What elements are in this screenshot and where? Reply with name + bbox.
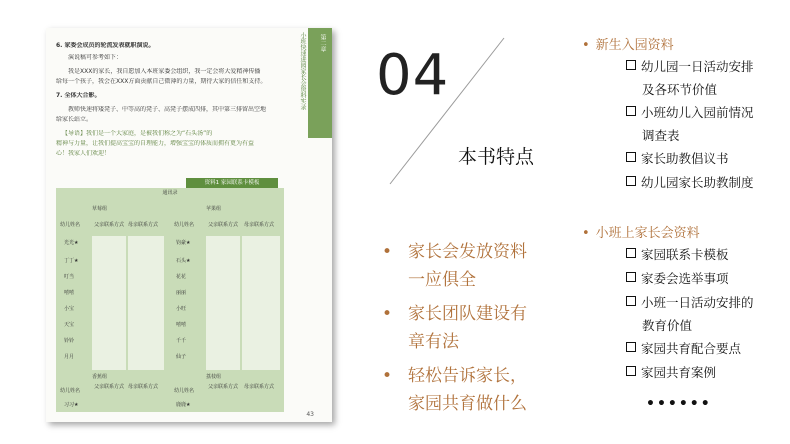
section-subtitle: 本书特点 (458, 146, 535, 168)
checkbox-square-icon (626, 152, 636, 162)
col-header: 母亲联系方式 (244, 384, 275, 390)
bullet-icon: • (382, 242, 393, 262)
child-name: 仙子 (176, 354, 187, 360)
spine-title: 小班快速进园家长会资料实录 (299, 32, 306, 110)
item-text: 家园联系卡模板 (641, 247, 729, 262)
section-number: 04 (376, 43, 450, 108)
item-continuation: 调查表 (642, 128, 680, 143)
bullet-icon: • (382, 366, 393, 386)
checkbox-square-icon (626, 60, 636, 70)
book-spine-tab (308, 28, 332, 138)
child-name: 习习★ (64, 402, 79, 408)
child-name: 光光★ (64, 240, 79, 246)
child-name: 千千 (176, 338, 187, 344)
item-continuation: 及各环节价值 (642, 82, 718, 97)
col-header: 母亲联系方式 (128, 222, 159, 228)
child-name: 小旺 (176, 306, 187, 312)
child-name: 叮当 (64, 274, 75, 280)
item-continuation: 教育价值 (642, 318, 693, 333)
child-name: 铃铃 (64, 338, 75, 344)
checklist-item (626, 174, 754, 192)
col-header: 幼儿姓名 (60, 222, 81, 228)
book-line: 6. 家委会成员的轮流发表就职演说。 (56, 42, 155, 49)
item-text: 家园共育案例 (641, 365, 717, 380)
item-text: 幼儿园家长助教制度 (641, 175, 754, 190)
book-line: 给家长站立。 (56, 116, 93, 123)
chapter-label: 第二章 (319, 34, 326, 52)
page-number: 43 (306, 411, 314, 418)
card-header: 通讯录 (162, 190, 178, 196)
child-name: 月月 (64, 354, 75, 360)
section-heading (582, 34, 674, 53)
col-header: 幼儿姓名 (60, 388, 81, 394)
item-text: 小班一日活动安排的 (641, 295, 754, 310)
checkbox-square-icon (626, 106, 636, 116)
checklist-item (626, 364, 716, 382)
checkbox-square-icon (626, 176, 636, 186)
section-heading (582, 222, 700, 241)
col-header: 幼儿姓名 (174, 222, 195, 228)
table-cell (206, 236, 240, 370)
book-line: 教师快速将矮凳子、中等高的凳子、高凳子摆成四排，其中第三排留出空地 (68, 106, 267, 113)
checklist-item (626, 340, 741, 358)
checklist-item (626, 294, 754, 312)
group-label: 荔枝组 (206, 374, 222, 380)
child-name: 鹿鹿★ (176, 402, 191, 408)
book-line: 【导语】我们是一个大家庭，是被我们称之为“石头汤”的 (62, 130, 213, 137)
book-line: 给每一个孩子，我会在XXX方面贡献自己微薄的力量，期待大家的信任和支持。 (56, 78, 267, 85)
contact-card-table (56, 188, 284, 412)
checklist-item (626, 270, 729, 288)
group-label: 苹果组 (206, 206, 222, 212)
child-name: 花花 (176, 274, 187, 280)
book-line: 心！我家人们欢迎！ (56, 150, 111, 157)
book-line: 7. 全体大合影。 (56, 92, 101, 99)
col-header: 父亲联系方式 (94, 384, 125, 390)
checklist-item (626, 58, 754, 76)
ellipsis-dots: •••••• (646, 396, 712, 412)
checklist-item (626, 150, 729, 168)
col-header: 幼儿姓名 (174, 388, 195, 394)
group-label: 香蕉组 (92, 374, 108, 380)
book-line: 精神与力量，让我们提高宝宝的自理能力，增强宝宝的体质而拥有更为有益 (56, 140, 255, 147)
feature-line: 轻松告诉家长， (408, 366, 527, 386)
checkbox-square-icon (626, 248, 636, 258)
feature-line: 家长团队建设有 (408, 304, 527, 324)
child-name: 小宝 (64, 306, 75, 312)
child-name: 石头★ (176, 258, 191, 264)
col-header: 母亲联系方式 (244, 222, 275, 228)
item-text: 小班幼儿入园前情况 (641, 105, 754, 120)
group-label: 草莓组 (92, 206, 108, 212)
col-header: 父亲联系方式 (208, 222, 239, 228)
child-name: 天宝 (64, 322, 75, 328)
book-page-image (46, 28, 332, 422)
col-header: 父亲联系方式 (94, 222, 125, 228)
child-name: 丁丁★ (64, 258, 79, 264)
col-header: 父亲联系方式 (208, 384, 239, 390)
item-text: 家园共育配合要点 (641, 341, 742, 356)
feature-line: 一应俱全 (408, 270, 476, 290)
item-text: 家长助教倡议书 (641, 151, 729, 166)
section-heading-text: 新生入园资料 (595, 38, 674, 53)
child-name: 钧豪★ (176, 240, 191, 246)
book-line: 演说稿可参考如下： (68, 54, 123, 61)
bullet-icon: • (582, 38, 590, 53)
book-line: 我是XXX的家长，我自愿加入本班家委会组织，我一定会将大爱精神传播 (68, 68, 261, 75)
resource-tag: 资料1 家园联系卡模板 (186, 178, 278, 188)
feature-line: 章有法 (408, 332, 459, 352)
col-header: 母亲联系方式 (128, 384, 159, 390)
checkbox-square-icon (626, 296, 636, 306)
child-name: 丽丽 (176, 290, 187, 296)
section-heading-text: 小班上家长会资料 (595, 226, 700, 241)
checklist-item (626, 104, 754, 122)
table-cell (128, 236, 164, 370)
item-text: 幼儿园一日活动安排 (641, 59, 754, 74)
table-cell (242, 236, 280, 370)
feature-line: 家园共育做什么 (408, 394, 527, 414)
checkbox-square-icon (626, 366, 636, 376)
feature-line: 家长会发放资料 (408, 242, 527, 262)
checklist-item (626, 246, 729, 264)
item-text: 家委会选举事项 (641, 271, 729, 286)
checkbox-square-icon (626, 342, 636, 352)
table-cell (92, 236, 126, 370)
bullet-icon: • (382, 304, 393, 324)
child-name: 嘻嘻 (64, 290, 75, 296)
child-name: 嘻嘻 (176, 322, 187, 328)
checkbox-square-icon (626, 272, 636, 282)
bullet-icon: • (582, 226, 590, 241)
